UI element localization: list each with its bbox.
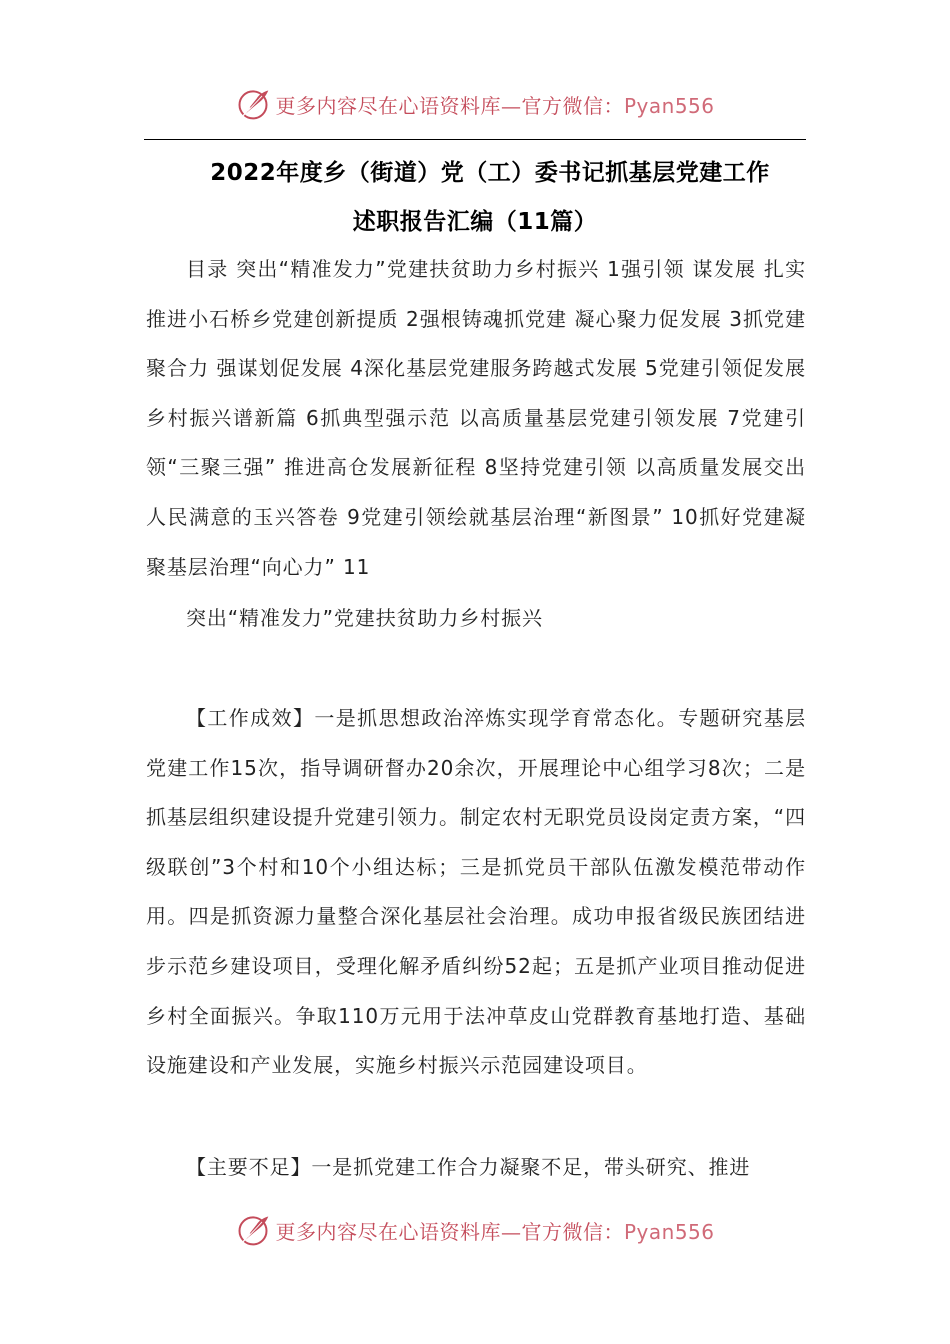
watermark-separator: — (500, 93, 522, 118)
document-title-line-2: 述职报告汇编（11篇） (352, 209, 598, 235)
watermark-contact-label: 官方微信： (521, 1219, 624, 1244)
header-divider (144, 139, 806, 140)
watermark-separator: — (500, 1219, 522, 1244)
watermark-brand: 更多内容尽在心语资料库 (275, 1219, 501, 1244)
work-results-paragraph: 【工作成效】一是抓思想政治淬炼实现学育常态化。专题研究基层党建工作15次，指导调研督办20余次，开展理论中心组学习8次；二是抓基层组织建设提升党建引领力。制定农村无职党员设岗定责方案，“四级联创”3个村和10个小组达标；三是抓党员干部队伍激发模范带动作用。四是抓资源力量整合深化基层社会治理。成功申报省级民族团结进步示范乡建设项目，受理化解矛盾纠纷52起；五是抓产业项目推动促进乡村全面振兴。争取110万元用于法冲草皮山党群教育基地打造、基础设施建设和产业发展，实施乡村振兴示范园建设项目。 (146, 706, 806, 1078)
section-title: 突出“精准发力”党建扶贫助力乡村振兴 (186, 606, 543, 630)
shortcomings-paragraph: 【主要不足】一是抓党建工作合力凝聚不足，带头研究、推进 (186, 1155, 751, 1179)
watermark-text (275, 1216, 714, 1245)
watermark-contact-id: Pyan556 (623, 93, 715, 118)
quill-logo-icon (235, 1212, 271, 1248)
table-of-contents: 目录 突出“精准发力”党建扶贫助力乡村振兴 1强引领 谋发展 扎实推进小石桥乡党建创新提质 2强根铸魂抓党建 凝心聚力促发展 3抓党建聚合力 强谋划促发展 4深化基层党建服务跨越式发展 5党建引领促发展 乡村振兴谱新篇 6抓典型强示范 以高质量基层党建引领发展 7党建引领“三聚三强” 推进高仓发展新征程 8坚持党建引领 以高质量发展交出人民满意的玉兴答卷 9党建引领绘就基层治理“新图景” 10抓好党建凝聚基层治理“向心力” 11 (146, 257, 806, 579)
document-title-line-1: 2022年度乡（街道）党（工）委书记抓基层党建工作 (210, 160, 770, 186)
footer-watermark (0, 1208, 950, 1252)
watermark-contact-id: Pyan556 (623, 1219, 715, 1244)
watermark-text (275, 90, 714, 119)
header-watermark (0, 82, 950, 126)
quill-logo-icon (235, 86, 271, 122)
watermark-contact-label: 官方微信： (521, 93, 624, 118)
watermark-brand: 更多内容尽在心语资料库 (275, 93, 501, 118)
